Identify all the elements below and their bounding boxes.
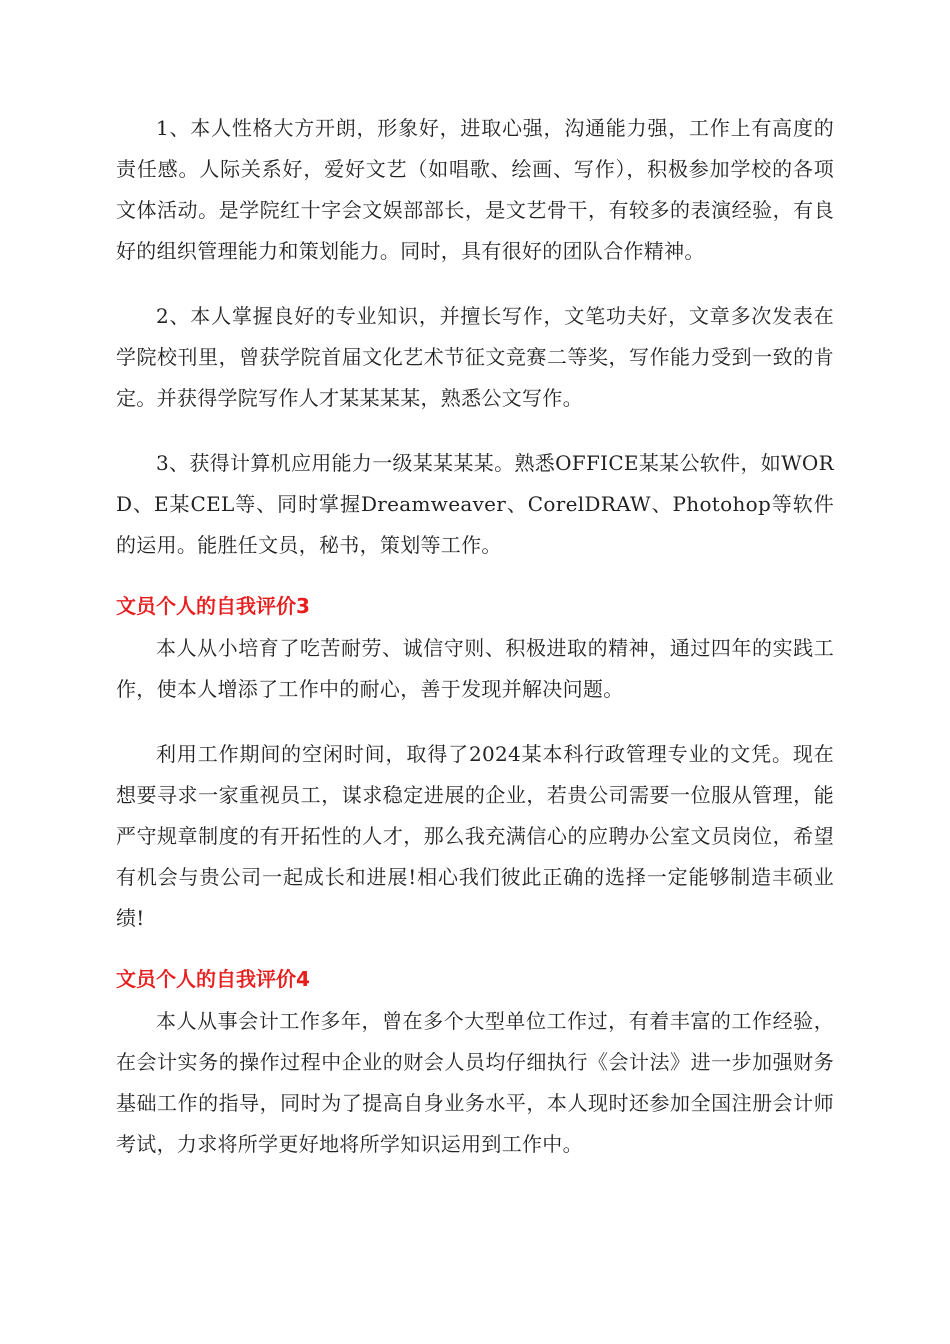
section-heading-4: 文员个人的自我评价4 [116, 967, 310, 991]
section-4-paragraph-1: 本人从事会计工作多年，曾在多个大型单位工作过，有着丰富的工作经验，在会计实务的操作过程中企业的财会人员均仔细执行《会计法》进一步加强财务基础工作的指导，同时为了提高自身业务水平，本人现时还参加全国注册会计师考试，力求将所学更好地将所学知识运用到工作中。 [116, 1009, 834, 1156]
paragraph-2: 2、本人掌握良好的专业知识，并擅长写作，文笔功夫好，文章多次发表在学院校刊里，曾获学院首届文化艺术节征文竞赛二等奖，写作能力受到一致的肯定。并获得学院写作人才某某某某，熟悉公文写作。 [116, 304, 834, 410]
paragraph-3: 3、获得计算机应用能力一级某某某某。熟悉OFFICE某某公软件，如WORD、E某CEL等、同时掌握Dreamweaver、CorelDRAW、Photohop等软件的运用。能胜任文员，秘书，策划等工作。 [116, 451, 834, 557]
section-3-paragraph-1: 本人从小培育了吃苦耐劳、诚信守则、积极进取的精神，通过四年的实践工作，使本人增添了工作中的耐心，善于发现并解决问题。 [116, 636, 834, 701]
paragraph-1: 1、本人性格大方开朗，形象好，进取心强，沟通能力强，工作上有高度的责任感。人际关系好，爱好文艺（如唱歌、绘画、写作），积极参加学校的各项文体活动。是学院红十字会文娱部部长，是文艺骨干，有较多的表演经验，有良好的组织管理能力和策划能力。同时，具有很好的团队合作精神。 [116, 116, 834, 263]
section-heading-3: 文员个人的自我评价3 [116, 594, 310, 618]
section-3-paragraph-2: 利用工作期间的空闲时间，取得了2024某本科行政管理专业的文凭。现在想要寻求一家重视员工，谋求稳定进展的企业，若贵公司需要一位服从管理，能严守规章制度的有开拓性的人才，那么我充满信心的应聘办公室文员岗位，希望有机会与贵公司一起成长和进展!相心我们彼此正确的选择一定能够制造丰硕业绩! [116, 742, 834, 930]
document-body [116, 108, 834, 1189]
